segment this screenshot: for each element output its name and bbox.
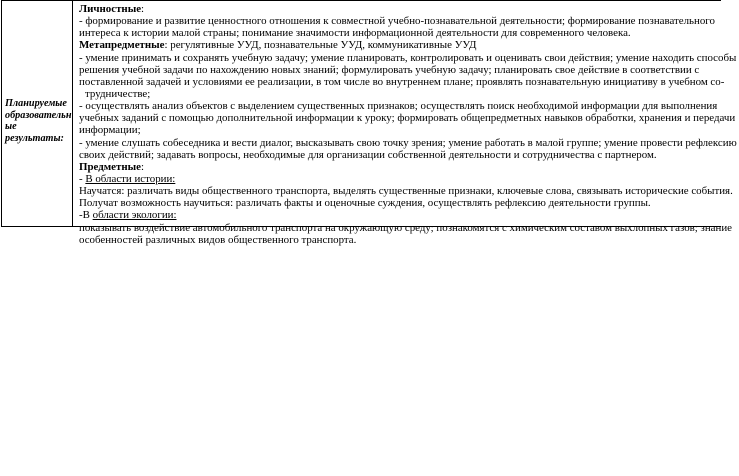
- meta-heading-line: Метапредметные: регулятивные УУД, познавательные УУД, коммуникативные УУД: [79, 39, 477, 52]
- personal-heading: Личностные: [79, 3, 142, 15]
- text-line: информации;: [79, 124, 141, 137]
- label-line: Планируемые: [5, 98, 67, 109]
- text-line: своих действий; задавать вопросы, необходимые для организации собственной деятельности и сотрудничества с партнером.: [79, 148, 657, 161]
- text-line: поставленной задачей и условиями ее реализации, в том числе во внутреннем плане; проявлять познавательную инициативу в учебном со-: [79, 75, 725, 88]
- meta-heading: Метапредметные: [79, 39, 165, 52]
- text-line: особенностей различных видов общественного транспорта.: [79, 233, 357, 246]
- label-cell: [2, 1, 73, 226]
- text-line: - умение принимать и сохранять учебную задачу; умение планировать, контролировать и оценивать свои действия; умение находить способы: [79, 51, 737, 64]
- text-line: показывать воздействие автомобильного транспорта на окружающую среду; познакомятся с химическим составом выхлопных газов; знание: [79, 221, 732, 234]
- results-content: [79, 3, 739, 246]
- text-line: Получат возможность научиться: различать факты и оценочные суждения, осуществлять рефлексию деятельности группы.: [79, 197, 651, 210]
- text-line: Научатся: различать виды общественного транспорта, выделять существенные признаки, ключевые слова, связывать исторические события.: [79, 185, 733, 198]
- results-table: [1, 0, 737, 246]
- text-line: - осуществлять анализ объектов с выделением существенных признаков; осуществлять поиск необходимой информации для выполнения: [79, 100, 718, 113]
- content-cell: [74, 1, 737, 246]
- subject-heading: Предметные: [79, 160, 141, 173]
- text-line: интереса к истории малой страны; понимание значимости информационной деятельности для современного человека.: [79, 27, 631, 40]
- text-line: - формирование и развитие ценностного отношения к совместной учебно-познавательной деятельности; формирование познавательного: [79, 15, 715, 28]
- text-line: решения учебной задачи по нахождению новых знаний; формулировать учебную задачу; планировать свое действие в соответствии с: [79, 63, 700, 76]
- planned-results-label: [5, 98, 71, 144]
- ecology-title: области экологии:: [92, 209, 177, 222]
- text-line: учебных заданий с помощью дополнительной информации к уроку; формировать общепредметных навыков обработки, хранения и передачи: [79, 112, 736, 125]
- history-title: В области истории:: [85, 172, 176, 185]
- text-line: - умение слушать собеседника и вести диалог, высказывать свою точку зрения; умение работать в малой группе; умение провести рефлексию: [79, 136, 737, 149]
- personal-heading-line: Личностные:: [79, 3, 145, 15]
- subject-heading-line: Предметные:: [79, 160, 144, 173]
- history-title-line: - В области истории:: [79, 172, 176, 185]
- text-line: трудничестве;: [85, 87, 151, 100]
- ecology-title-line: -В области экологии:: [79, 209, 177, 222]
- label-line: образовательн: [5, 109, 72, 121]
- label-line: ые результаты:: [5, 121, 64, 144]
